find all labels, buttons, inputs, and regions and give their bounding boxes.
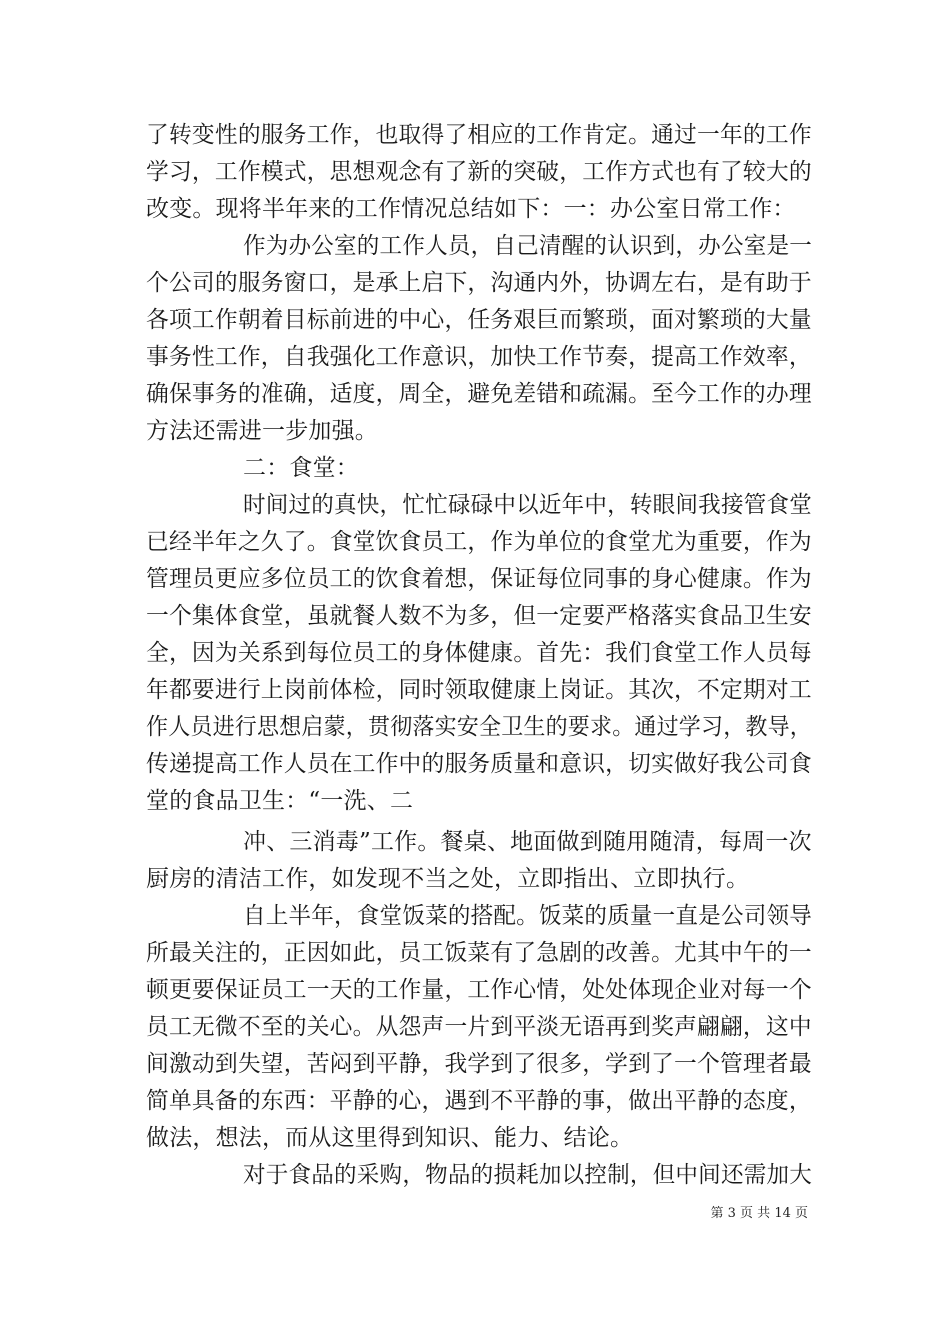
text-line: 作人员进行思想启蒙，贯彻落实安全卫生的要求。通过学习，教导， xyxy=(146,714,813,740)
text-line: 年都要进行上岗前体检，同时领取健康上岗证。其次，不定期对工 xyxy=(146,677,812,703)
paragraph-start-line: 冲、三消毒”工作。餐桌、地面做到随用随清，每周一次 xyxy=(243,829,812,855)
text-line: 了转变性的服务工作，也取得了相应的工作肯定。通过一年的工作 xyxy=(146,122,812,148)
text-line: 间激动到失望，苦闷到平静，我学到了很多，学到了一个管理者最 xyxy=(146,1051,812,1077)
text-line: 已经半年之久了。食堂饮食员工，作为单位的食堂尤为重要，作为 xyxy=(146,529,812,555)
text-line: 所最关注的，正因如此，员工饭菜有了急剧的改善。尤其中午的一 xyxy=(146,940,812,966)
section-heading: 二：食堂： xyxy=(243,455,359,481)
text-line: 做法，想法，而从这里得到知识、能力、结论。 xyxy=(146,1125,634,1151)
paragraph-start-line: 对于食品的采购，物品的损耗加以控制，但中间还需加大 xyxy=(243,1162,812,1188)
paragraph-start-line: 时间过的真快，忙忙碌碌中以近年中，转眼间我接管食堂 xyxy=(243,492,812,518)
text-line: 改变。现将半年来的工作情况总结如下：一：办公室日常工作： xyxy=(146,196,796,222)
page-number-footer: 第 3 页 共 14 页 xyxy=(710,1206,808,1221)
text-line: 传递提高工作人员在工作中的服务质量和意识，切实做好我公司食 xyxy=(146,751,812,777)
text-line: 简单具备的东西：平静的心，遇到不平静的事，做出平静的态度， xyxy=(146,1088,812,1114)
paragraph-start-line: 作为办公室的工作人员，自己清醒的认识到，办公室是一 xyxy=(243,233,812,259)
text-line: 学习，工作模式，思想观念有了新的突破，工作方式也有了较大的 xyxy=(146,159,812,185)
text-line: 个公司的服务窗口，是承上启下，沟通内外，协调左右，是有助于 xyxy=(146,270,812,296)
text-line: 员工无微不至的关心。从怨声一片到平淡无语再到奖声翩翩，这中 xyxy=(146,1014,812,1040)
text-line: 厨房的清洁工作，如发现不当之处，立即指出、立即执行。 xyxy=(146,866,750,892)
text-line: 全，因为关系到每位员工的身体健康。首先：我们食堂工作人员每 xyxy=(146,640,812,666)
text-line: 堂的食品卫生：“一洗、二 xyxy=(146,788,414,814)
paragraph-start-line: 自上半年，食堂饭菜的搭配。饭菜的质量一直是公司领导 xyxy=(243,903,812,929)
text-line: 一个集体食堂，虽就餐人数不为多，但一定要严格落实食品卫生安 xyxy=(146,603,812,629)
text-line: 事务性工作，自我强化工作意识，加快工作节奏，提高工作效率， xyxy=(146,344,812,370)
text-line: 确保事务的准确，适度，周全，避免差错和疏漏。至今工作的办理 xyxy=(146,381,812,407)
text-line: 管理员更应多位员工的饮食着想，保证每位同事的身心健康。作为 xyxy=(146,566,812,592)
text-line: 顿更要保证员工一天的工作量，工作心情，处处体现企业对每一个 xyxy=(146,977,812,1003)
text-line: 方法还需进一步加强。 xyxy=(146,418,378,444)
text-line: 各项工作朝着目标前进的中心，任务艰巨而繁琐，面对繁琐的大量 xyxy=(146,307,812,333)
